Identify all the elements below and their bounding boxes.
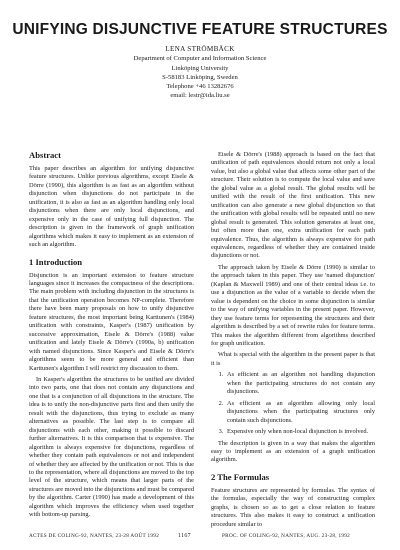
abstract-text: This paper describes an algorithm for unifying disjunctive feature structures. Unlike previous algorithms, except Eisele & Dörre (1990), this algorithm is as fast as an algorithm without disjunction when disjunctions do not participate in the unification, it is also as fast as an algorithm handling only local disjunctions when there are only local disjunctions, and expensive only in the case of unifying full disjunction. The description is given in the framework of graph unification algorithms which makes it easy to implement as an extension of such an algorithm.	[29, 165, 194, 249]
footer-right: PROC. OF COLING-92, NANTES, AUG. 23-28, 1992	[222, 533, 351, 539]
section-1-heading: 1 Introduction	[29, 256, 83, 267]
list-item: 3. Expensive only when non-local disjunction is involved.	[225, 428, 375, 436]
properties-list	[211, 371, 375, 436]
body-paragraph: Disjunction is an important extension to feature structure languages since it increases the compactness of the descriptions. The main problem with including disjunction in the structures is that the unification operation becomes NP-complete. Therefore there have been many proposals on how to unify disjunctive feature structures, the most important being Karttunen's (1984) unification with constraints, Kasper's (1987) unification by successive approximation, Eisele & Dörre's (1988) value unification and lately Eisele & Dörre's (1990a, b) unification with named disjunctions. Since Kasper's and Eisele & Dörre's algorithms seem to be more general and efficient than Karttunen's algorithm I will restrict my discussion to them.	[29, 271, 194, 372]
page-number: 1167	[178, 533, 191, 539]
affiliation-line: email: lestr@ida.liu.se	[170, 92, 230, 100]
list-item: 1. As efficient as an algorithm not handling disjunction when the participating structures do not contain any disjunctions.	[225, 371, 375, 396]
body-paragraph: What is special with the algorithm in the present paper is that it is	[211, 351, 375, 367]
section-2-heading: 2 The Formulas	[211, 471, 270, 482]
author-block	[0, 45, 400, 101]
footer-left: ACTES DE COLING-92, NANTES, 23-28 AOÛT 1992	[29, 533, 160, 539]
body-paragraph: The description is given in a way that makes the algorithm easy to implement as an extension of a graph unification algorithm.	[211, 439, 375, 464]
body-paragraph: Feature structures are represented by formulas. The syntax of the formulas, especially the way of constructing complex graphs, is chosen so as to get a close relation to feature structures. This also makes it easy to construct a unification procedure similar to	[211, 486, 375, 528]
affiliation-line: S-58183 Linköping, Sweden	[162, 73, 238, 81]
author-name: LENA STRÖMBÄCK	[165, 45, 235, 53]
paper-title: UNIFYING DISJUNCTIVE FEATURE STRUCTURES	[12, 21, 388, 38]
abstract-heading: Abstract	[29, 150, 61, 160]
list-item: 2. As efficient as an algorithm allowing only local disjunctions when the participating structures only contain such disjunctions.	[225, 400, 375, 425]
left-column	[29, 150, 194, 520]
affiliation-line: Telephone +46 13282676	[166, 83, 234, 91]
affiliation-line: Department of Computer and Information Science	[133, 55, 267, 63]
affiliation-line: Linköping University	[171, 64, 229, 72]
body-paragraph: The approach taken by Eisele & Dörre (1990) is similar to the approach taken in this paper. They use 'named disjunction' (Kaplan & Maxwell 1989) and one of their central ideas i.e. to use a disjunction as the value of a variable to decide when the value is dependent on the choice in some disjunction is similar to the way of unifying variables in the present paper. However, they use feature terms for representing the structures and their algorithm is described by a set of rewrite rules for feature terms. This makes the algorithm different from algorithms described for graph unification.	[211, 263, 375, 347]
right-column	[211, 151, 375, 529]
body-paragraph: In Kasper's algorithm the structures to be unified are divided into two parts, one that does not contain any disjunctions and one that is a conjunction of all disjunctions in the structure. The idea is to unify the non-disjunctive parts first and then unify the result with the disjunctions, thus trying to exclude as many alternatives as possible. The last step is to compare all disjunctions with each other, making it possible to discard further alternatives. It is this comparison that is expensive. The algorithm is always expensive for disjunctions, regardless of whether they contain path equivalences or not and independent of whether they are affected by the unification or not. This is due to the representation, where all disjunctions are moved to the top level of the structure, which means that larger parts of the structures are moved into the disjunctions and must be compared by the algorithm. Carter (1990) has made a development of this algorithm which improves the efficiency when used together with bottom-up parsing.	[29, 375, 194, 519]
body-paragraph: Eisele & Dörre's (1988) approach is based on the fact that unification of path equivalences should return not only a local value, but also a global value that affects some other part of the structure. Their solution is to compute the local value and save the global value as a global result. The global results will be unified with the result of the first unification. This new unification can also generate a new global disjunction so that the unification with global results will be repeated until no new global result is generated. This solution generates at least one, but often more than one, extra unification for each path equivalence. Thus, the algorithm is always expensive for path equivalences, regardless of whether they are contained inside disjunctions or not.	[211, 151, 375, 260]
